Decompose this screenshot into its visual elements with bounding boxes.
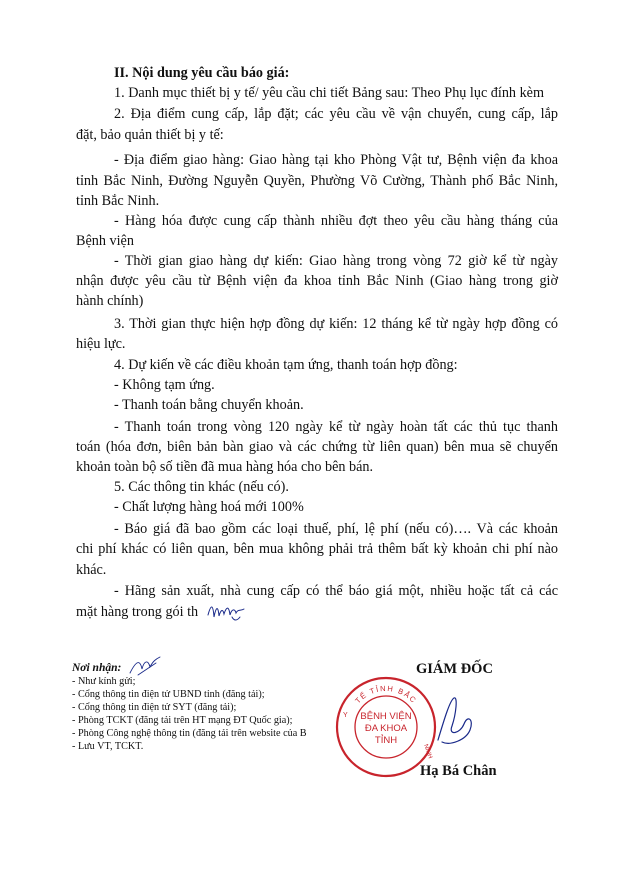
text-line: - Báo giá đã bao gồm các loại thuế, phí, lệ phí (nếu có)…. Và các khoản: [114, 521, 558, 537]
section-heading: II. Nội dung yêu cầu báo giá:: [114, 65, 290, 81]
seal-line: TỈNH: [374, 735, 398, 746]
seal-line: ĐA KHOA: [364, 723, 408, 734]
recipient-item: - Cổng thông tin điện tử SYT (đăng tải);: [72, 702, 237, 713]
text-line: - Không tạm ứng.: [114, 377, 215, 393]
recipient-item: - Phòng Công nghệ thông tin (đăng tải trên website của B: [72, 728, 307, 739]
text-line: nhận được yêu cầu từ Bệnh viện đa khoa tỉnh Bắc Ninh (Giao hàng trong giờ: [76, 273, 558, 289]
text-line: toán (hóa đơn, biên bản bàn giao và các chứng từ liên quan) bên mua sẽ chuyển: [76, 439, 558, 455]
text-line: - Hãng sản xuất, nhà cung cấp có thể báo giá một, nhiều hoặc tất cả các: [114, 583, 558, 599]
text-line: mặt hàng trong gói th: [76, 604, 199, 620]
handwritten-initial: [206, 599, 246, 623]
text-line: khác.: [76, 562, 107, 578]
director-signature: [430, 690, 480, 750]
text-line: - Thanh toán trong vòng 120 ngày kể từ ngày hoàn tất các thủ tục thanh: [114, 419, 558, 435]
recipient-item: - Cổng thông tin điện tử UBND tỉnh (đăng tải);: [72, 689, 265, 700]
seal-left-text: Y: [343, 712, 348, 719]
signer-name: Hạ Bá Chân: [420, 763, 497, 779]
seal-arc-text: TẾ TỈNH BẮC: [353, 683, 419, 706]
recipient-item: - Như kính gửi;: [72, 676, 136, 687]
text-line: hiệu lực.: [76, 336, 126, 352]
text-line: - Thời gian giao hàng dự kiến: Giao hàng trong vòng 72 giờ kể từ ngày: [114, 253, 558, 269]
seal-line: BỆNH VIỆN: [360, 711, 412, 722]
text-line: hành chính): [76, 293, 144, 309]
text-line: Bệnh viện: [76, 233, 134, 249]
seal-right-text: NINH: [422, 743, 433, 760]
text-line: chi phí khác có liên quan, bên mua không phải trả thêm bất kỳ khoản chi phí nào: [76, 541, 558, 557]
recipients-title: Nơi nhận:: [72, 662, 122, 674]
text-line: 1. Danh mục thiết bị y tế/ yêu cầu chi tiết Bảng sau: Theo Phụ lục đính kèm: [114, 85, 545, 101]
text-line: tỉnh Bắc Ninh, Đường Nguyễn Quyền, Phường Võ Cường, Thành phố Bắc Ninh,: [76, 173, 558, 189]
signer-title: GIÁM ĐỐC: [416, 661, 493, 677]
text-line: 2. Địa điểm cung cấp, lắp đặt; các yêu cầu về vận chuyển, cung cấp, lắp: [114, 106, 558, 122]
text-line: - Địa điểm giao hàng: Giao hàng tại kho Phòng Vật tư, Bệnh viện đa khoa: [114, 152, 558, 168]
text-line: - Thanh toán bằng chuyển khoản.: [114, 397, 304, 413]
text-line: 4. Dự kiến về các điều khoản tạm ứng, thanh toán hợp đồng:: [114, 357, 458, 373]
svg-text:TẾ TỈNH BẮC: [353, 684, 419, 705]
text-line: - Hàng hóa được cung cấp thành nhiều đợt theo yêu cầu hàng tháng của: [114, 213, 558, 229]
text-line: tỉnh Bắc Ninh.: [76, 193, 160, 209]
text-line: đặt, bảo quản thiết bị y tế:: [76, 127, 224, 143]
text-line: 5. Các thông tin khác (nếu có).: [114, 479, 289, 495]
text-line: 3. Thời gian thực hiện hợp đồng dự kiến: 12 tháng kể từ ngày hợp đồng có: [114, 316, 558, 332]
text-line: - Chất lượng hàng hoá mới 100%: [114, 499, 304, 515]
text-line: khoản toàn bộ số tiền đã mua hàng hóa cho bên bán.: [76, 459, 374, 475]
recipient-item: - Phòng TCKT (đăng tải trên HT mạng ĐT Quốc gia);: [72, 715, 293, 726]
handwritten-initial: [128, 655, 162, 677]
recipient-item: - Lưu VT, TCKT.: [72, 741, 144, 752]
